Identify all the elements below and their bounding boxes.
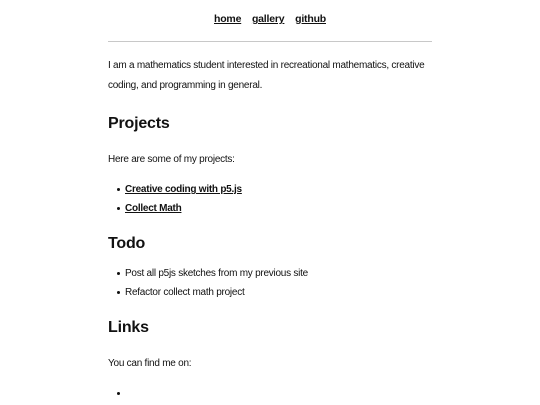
project-link-creative-coding[interactable]: Creative coding with p5.js xyxy=(125,184,242,195)
intro-paragraph: I am a mathematics student interested in recreational mathematics, creative coding, and programming in general. xyxy=(108,60,425,91)
projects-heading: Projects xyxy=(108,115,170,132)
bullet-icon xyxy=(117,392,120,395)
todo-item: Post all p5js sketches from my previous site xyxy=(125,264,432,283)
nav-link-home[interactable]: home xyxy=(214,13,242,25)
todo-list xyxy=(108,264,432,302)
nav-link-gallery[interactable]: gallery xyxy=(251,13,285,25)
links-list-item xyxy=(108,384,432,404)
list-item xyxy=(125,180,432,199)
projects-list xyxy=(108,180,432,218)
links-intro-text: You can find me on: xyxy=(108,358,192,369)
todo-item: Refactor collect math project xyxy=(125,283,432,302)
main-content xyxy=(108,52,432,404)
top-nav xyxy=(0,13,540,25)
list-item xyxy=(125,199,432,218)
links-heading: Links xyxy=(108,319,149,336)
projects-intro-text: Here are some of my projects: xyxy=(108,154,235,165)
todo-heading: Todo xyxy=(108,235,146,252)
nav-link-github[interactable]: github xyxy=(295,13,326,25)
header-divider xyxy=(108,41,432,42)
project-link-collect-math[interactable]: Collect Math xyxy=(125,203,182,214)
